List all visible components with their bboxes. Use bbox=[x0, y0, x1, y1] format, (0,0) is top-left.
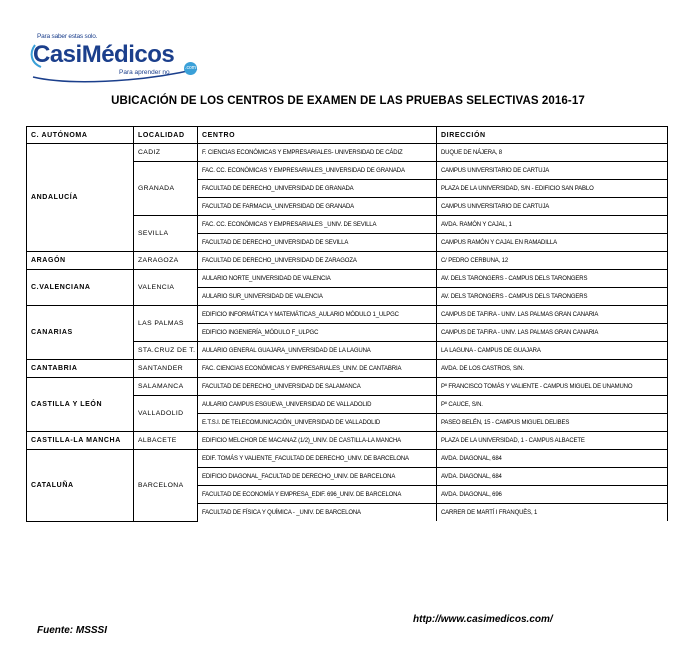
table-row bbox=[27, 360, 668, 378]
ca-cell: CANTABRIA bbox=[27, 360, 134, 378]
direccion-cell: PLAZA DE LA UNIVERSIDAD, S/N - EDIFICIO SAN PABLO bbox=[437, 180, 668, 198]
direccion-cell: AV. DELS TARONGERS - CAMPUS DELS TARONGERS bbox=[437, 270, 668, 288]
direccion-cell: PASEO BELÉN, 15 - CAMPUS MIGUEL DELIBES bbox=[437, 414, 668, 432]
direccion-cell: CAMPUS UNIVERSITARIO DE CARTUJA bbox=[437, 162, 668, 180]
page-title: UBICACIÓN DE LOS CENTROS DE EXAMEN DE LAS PRUEBAS SELECTIVAS 2016-17 bbox=[111, 95, 585, 107]
centro-cell: EDIFICIO DIAGONAL_FACULTAD DE DERECHO_UNIV. DE BARCELONA bbox=[198, 468, 437, 486]
header-centro: CENTRO bbox=[198, 127, 437, 144]
logo-brand-text: CasiMédicos bbox=[33, 41, 175, 68]
table-row bbox=[27, 378, 668, 396]
direccion-cell: CAMPUS DE TAFIRA - UNIV. LAS PALMAS GRAN CANARIA bbox=[437, 324, 668, 342]
ca-cell: ANDALUCÍA bbox=[27, 144, 134, 252]
centro-cell: FAC. CC. ECONÓMICAS Y EMPRESARIALES _UNIV. DE SEVILLA bbox=[198, 216, 437, 234]
ca-cell: ARAGÓN bbox=[27, 252, 134, 270]
direccion-cell: Pº FRANCISCO TOMÁS Y VALIENTE - CAMPUS MIGUEL DE UNAMUNO bbox=[437, 378, 668, 396]
logo-tagline-bottom: Para aprender no bbox=[119, 69, 170, 76]
ca-cell: CANARIAS bbox=[27, 306, 134, 360]
centro-cell: FACULTAD DE ECONOMÍA Y EMPRESA_EDIF. 696_UNIV. DE BARCELONA bbox=[198, 486, 437, 504]
centro-cell: FAC. CC. ECONÓMICAS Y EMPRESARIALES_UNIVERSIDAD DE GRANADA bbox=[198, 162, 437, 180]
direccion-cell: AVDA. DIAGONAL, 684 bbox=[437, 468, 668, 486]
ca-cell: CASTILLA Y LEÓN bbox=[27, 378, 134, 432]
direccion-cell: AVDA. DE LOS CASTROS, S/N. bbox=[437, 360, 668, 378]
ca-cell: CATALUÑA bbox=[27, 450, 134, 522]
centro-cell: FACULTAD DE DERECHO_UNIVERSIDAD DE SALAMANCA bbox=[198, 378, 437, 396]
localidad-cell: BARCELONA bbox=[134, 450, 198, 522]
table-row bbox=[27, 306, 668, 324]
centro-cell: EDIF. TOMÁS Y VALIENTE_FACULTAD DE DERECHO_UNIV. DE BARCELONA bbox=[198, 450, 437, 468]
direccion-cell: AVDA. DIAGONAL, 684 bbox=[437, 450, 668, 468]
localidad-cell: VALLADOLID bbox=[134, 396, 198, 432]
direccion-cell: AVDA. DIAGONAL, 696 bbox=[437, 486, 668, 504]
centro-cell: EDIFICIO INGENIERÍA_MÓDULO F_ULPGC bbox=[198, 324, 437, 342]
direccion-cell: CAMPUS DE TAFIRA - UNIV. LAS PALMAS GRAN CANARIA bbox=[437, 306, 668, 324]
localidad-cell: CADIZ bbox=[134, 144, 198, 162]
header-localidad: LOCALIDAD bbox=[134, 127, 198, 144]
direccion-cell: LA LAGUNA - CAMPUS DE GUAJARA bbox=[437, 342, 668, 360]
direccion-cell: PLAZA DE LA UNIVERSIDAD, 1 - CAMPUS ALBACETE bbox=[437, 432, 668, 450]
centro-cell: EDIFICIO MELCHOR DE MACANAZ (1/2)_UNIV. DE CASTILLA-LA MANCHA bbox=[198, 432, 437, 450]
source-note: Fuente: MSSSI bbox=[37, 625, 108, 636]
direccion-cell: Pº CAUCE, S/N. bbox=[437, 396, 668, 414]
table-row bbox=[27, 270, 668, 288]
centro-cell: AULARIO CAMPUS ESGUEVA_UNIVERSIDAD DE VALLADOLID bbox=[198, 396, 437, 414]
table-row bbox=[27, 144, 668, 162]
localidad-cell: SALAMANCA bbox=[134, 378, 198, 396]
centro-cell: E.T.S.I. DE TELECOMUNICACIÓN_UNIVERSIDAD DE VALLADOLID bbox=[198, 414, 437, 432]
header-direccion: DIRECCIÓN bbox=[437, 127, 668, 144]
localidad-cell: LAS PALMAS bbox=[134, 306, 198, 342]
ca-cell: CASTILLA-LA MANCHA bbox=[27, 432, 134, 450]
direccion-cell: AVDA. RAMÓN Y CAJAL, 1 bbox=[437, 216, 668, 234]
centro-cell: EDIFICIO INFORMÁTICA Y MATEMÁTICAS_AULARIO MÓDULO 1_ULPGC bbox=[198, 306, 437, 324]
direccion-cell: C/ PEDRO CERBUNA, 12 bbox=[437, 252, 668, 270]
ca-cell: C.VALENCIANA bbox=[27, 270, 134, 306]
centro-cell: FAC. CIENCIAS ECONÓMICAS Y EMPRESARIALES_UNIV. DE CANTABRIA bbox=[198, 360, 437, 378]
centro-cell: AULARIO SUR_UNIVERSIDAD DE VALENCIA bbox=[198, 288, 437, 306]
localidad-cell: VALENCIA bbox=[134, 270, 198, 306]
logo-com-badge: .com bbox=[184, 62, 197, 75]
centro-cell: AULARIO NORTE_UNIVERSIDAD DE VALENCIA bbox=[198, 270, 437, 288]
direccion-cell: CAMPUS RAMÓN Y CAJAL EN RAMADILLA bbox=[437, 234, 668, 252]
source-url: http://www.casimedicos.com/ bbox=[413, 614, 553, 625]
direccion-cell: DUQUE DE NÁJERA, 8 bbox=[437, 144, 668, 162]
direccion-cell: AV. DELS TARONGERS - CAMPUS DELS TARONGERS bbox=[437, 288, 668, 306]
header-ca: C. AUTÓNOMA bbox=[27, 127, 134, 144]
logo-tagline-top: Para saber estas solo. bbox=[37, 33, 98, 40]
centro-cell: FACULTAD DE FÍSICA Y QUÍMICA - _UNIV. DE BARCELONA bbox=[198, 504, 437, 522]
table-row bbox=[27, 432, 668, 450]
localidad-cell: ALBACETE bbox=[134, 432, 198, 450]
centro-cell: F. CIENCIAS ECONÓMICAS Y EMPRESARIALES- UNIVERSIDAD DE CÁDIZ bbox=[198, 144, 437, 162]
centro-cell: FACULTAD DE FARMACIA_UNIVERSIDAD DE GRANADA bbox=[198, 198, 437, 216]
localidad-cell: SANTANDER bbox=[134, 360, 198, 378]
centro-cell: AULARIO GENERAL GUAJARA_UNIVERSIDAD DE LA LAGUNA bbox=[198, 342, 437, 360]
table-row bbox=[27, 252, 668, 270]
centro-cell: FACULTAD DE DERECHO_UNIVERSIDAD DE ZARAGOZA bbox=[198, 252, 437, 270]
table-row bbox=[27, 450, 668, 468]
direccion-cell: CAMPUS UNIVERSITARIO DE CARTUJA bbox=[437, 198, 668, 216]
centro-cell: FACULTAD DE DERECHO_UNIVERSIDAD DE GRANADA bbox=[198, 180, 437, 198]
localidad-cell: STA.CRUZ DE T. bbox=[134, 342, 198, 360]
exam-centers-table bbox=[26, 126, 668, 522]
table-header-row bbox=[27, 127, 668, 144]
centro-cell: FACULTAD DE DERECHO_UNIVERSIDAD DE SEVILLA bbox=[198, 234, 437, 252]
casimedicos-logo bbox=[27, 33, 217, 85]
direccion-cell: CARRER DE MARTÍ I FRANQUÈS, 1 bbox=[437, 504, 668, 522]
localidad-cell: GRANADA bbox=[134, 162, 198, 216]
localidad-cell: ZARAGOZA bbox=[134, 252, 198, 270]
localidad-cell: SEVILLA bbox=[134, 216, 198, 252]
